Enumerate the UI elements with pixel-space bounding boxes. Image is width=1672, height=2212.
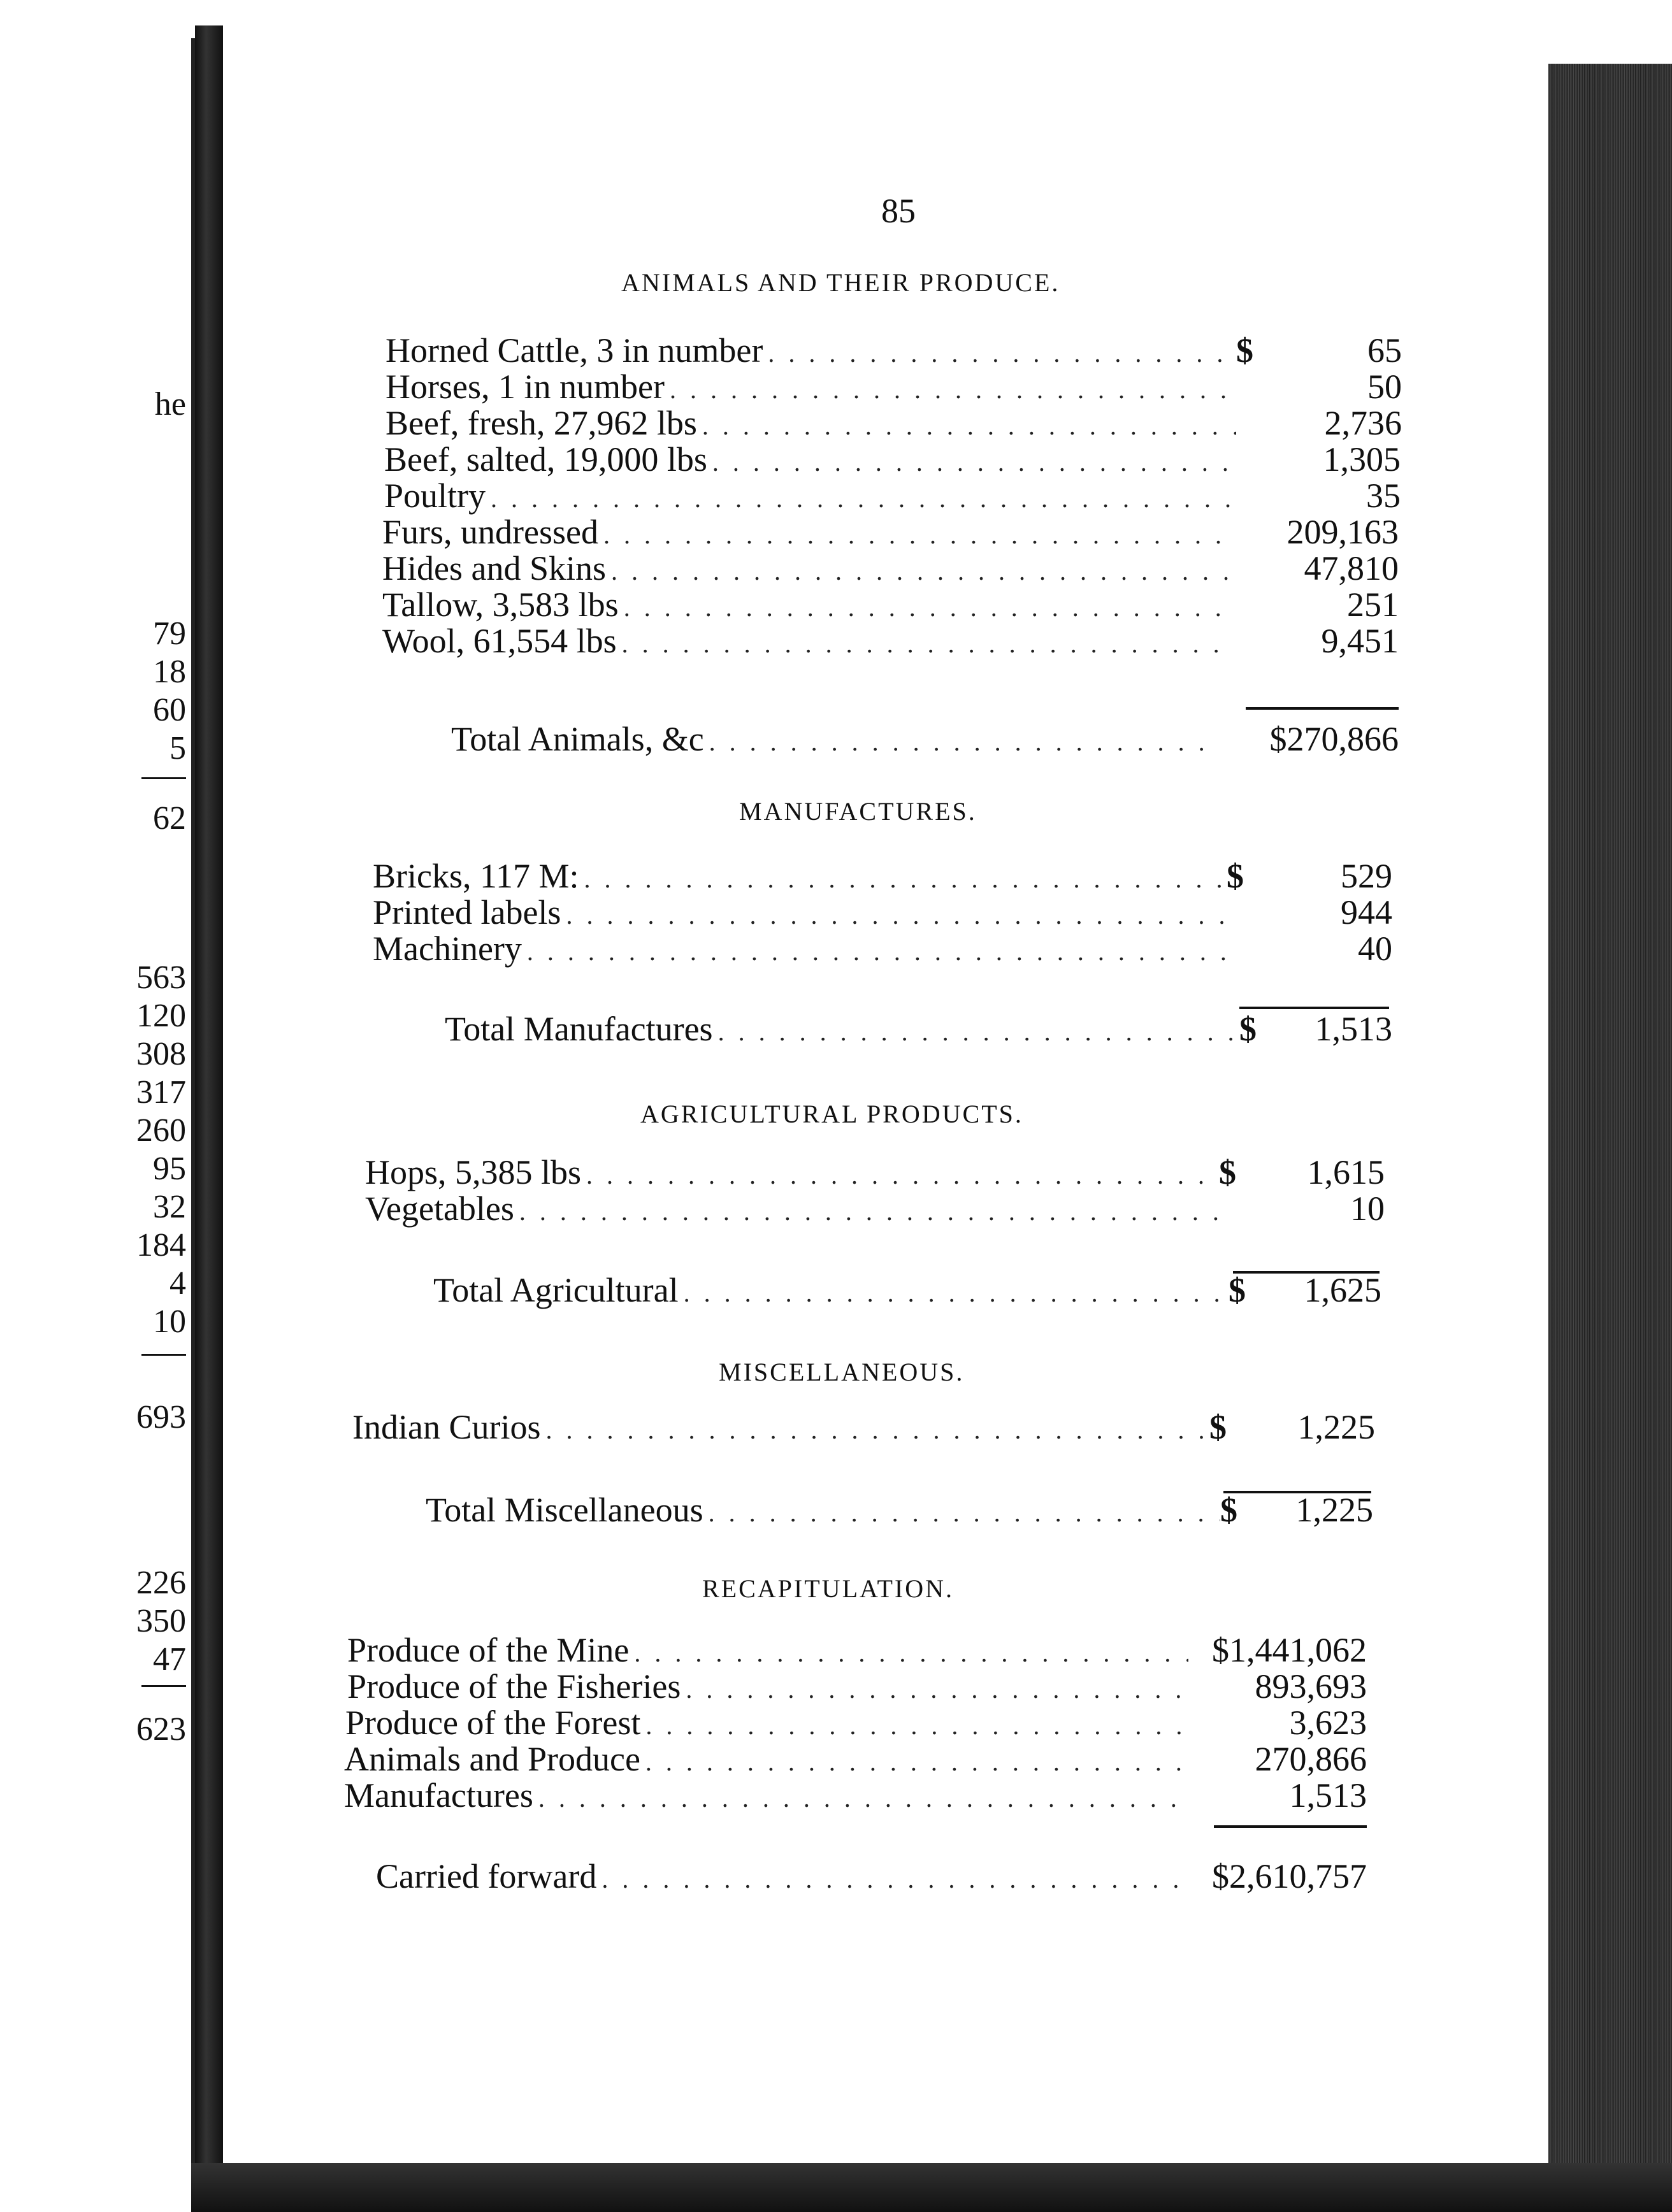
- ledger-row: [373, 893, 1392, 931]
- row-label: Wool, 61,554 lbs: [382, 622, 617, 660]
- ledger-row: [347, 1631, 1367, 1669]
- total-row: [376, 1857, 1367, 1895]
- currency-sign: $: [1220, 1491, 1237, 1529]
- total-label: Total Animals, &c: [451, 720, 704, 758]
- left-page-line: 79: [153, 615, 186, 652]
- total-row: [426, 1491, 1373, 1529]
- book-gutter: [195, 25, 223, 2179]
- dot-leader: [686, 1670, 1188, 1709]
- dot-leader: [611, 552, 1233, 591]
- ledger-row: [382, 513, 1399, 551]
- left-page-line: 60: [153, 692, 186, 728]
- dot-leader: [527, 933, 1227, 971]
- row-label: Hops, 5,385 lbs: [365, 1153, 582, 1191]
- total-amount: 1,625: [1304, 1271, 1381, 1309]
- row-amount: 50: [1367, 368, 1402, 406]
- dot-leader: [566, 896, 1227, 935]
- left-page-line: 5: [169, 730, 186, 766]
- total-row: [451, 720, 1399, 758]
- dot-leader: [519, 1193, 1219, 1231]
- ledger-row: [382, 549, 1399, 587]
- dot-leader: [718, 1013, 1239, 1051]
- row-label: Furs, undressed: [382, 513, 598, 551]
- currency-sign: $: [1227, 857, 1244, 895]
- dot-leader: [670, 371, 1236, 409]
- ledger-row: [384, 477, 1401, 515]
- section-heading: MISCELLANEOUS.: [719, 1358, 965, 1386]
- row-amount: 1,305: [1323, 440, 1401, 478]
- ledger-row: [373, 857, 1392, 895]
- row-label: Tallow, 3,583 lbs: [382, 585, 619, 624]
- total-label: Total Agricultural: [433, 1271, 679, 1309]
- row-label: Produce of the Fisheries: [347, 1667, 681, 1706]
- row-label: Poultry: [384, 477, 486, 515]
- row-label: Beef, salted, 19,000 lbs: [384, 440, 707, 478]
- currency-sign: $: [1229, 1271, 1246, 1309]
- total-row: [433, 1271, 1381, 1309]
- page-number: 85: [881, 192, 916, 230]
- book-bottom-edge: [191, 2163, 1672, 2212]
- left-page-line: 62: [153, 800, 186, 837]
- previous-page-fragment: [0, 38, 195, 2166]
- row-amount: 251: [1347, 585, 1399, 624]
- row-amount: 944: [1341, 893, 1392, 931]
- left-page-line: 350: [136, 1603, 186, 1639]
- row-amount: 40: [1358, 930, 1392, 968]
- ledger-row: [382, 585, 1399, 624]
- dot-leader: [768, 334, 1236, 373]
- left-page-line: 184: [136, 1227, 186, 1263]
- row-amount: 529: [1341, 857, 1392, 895]
- left-page-line: 4: [169, 1265, 186, 1302]
- section-heading: MANUFACTURES.: [739, 797, 977, 826]
- total-amount: $2,610,757: [1212, 1857, 1367, 1895]
- dot-leader: [602, 1860, 1188, 1899]
- total-rule: [1239, 1007, 1389, 1009]
- ledger-row: [344, 1740, 1367, 1778]
- currency-sign: $: [1236, 331, 1253, 370]
- dot-leader: [684, 1274, 1229, 1312]
- dot-leader: [645, 1743, 1188, 1781]
- row-amount: 9,451: [1321, 622, 1399, 660]
- row-label: Vegetables: [365, 1189, 514, 1228]
- ledger-row: [386, 331, 1402, 370]
- currency-sign: $: [1239, 1010, 1257, 1048]
- row-amount: 47,810: [1304, 549, 1399, 587]
- dot-leader: [645, 1707, 1188, 1745]
- row-amount: 893,693: [1255, 1667, 1367, 1706]
- left-page-line: 47: [153, 1641, 186, 1677]
- left-page-line: he: [154, 386, 186, 422]
- row-amount: 270,866: [1255, 1740, 1367, 1778]
- total-label: Carried forward: [376, 1857, 597, 1895]
- row-amount: 35: [1366, 477, 1401, 515]
- row-label: Machinery: [373, 930, 522, 968]
- row-label: Bricks, 117 M:: [373, 857, 579, 895]
- ledger-row: [373, 930, 1392, 968]
- left-page-line: 260: [136, 1112, 186, 1149]
- dot-leader: [538, 1779, 1188, 1818]
- ledger-row: [365, 1189, 1385, 1228]
- left-page-line: 32: [153, 1189, 186, 1225]
- left-page-line: 226: [136, 1565, 186, 1601]
- row-amount: 1,225: [1297, 1408, 1375, 1446]
- row-label: Beef, fresh, 27,962 lbs: [386, 404, 697, 442]
- left-page-line: 563: [136, 959, 186, 996]
- total-rule: [1246, 707, 1399, 710]
- currency-sign: $: [1209, 1408, 1227, 1446]
- left-page-line: 95: [153, 1151, 186, 1187]
- ledger-row: [345, 1704, 1367, 1742]
- dot-leader: [712, 443, 1235, 482]
- row-amount: $1,441,062: [1212, 1631, 1367, 1669]
- row-label: Printed labels: [373, 893, 561, 931]
- section-heading: AGRICULTURAL PRODUCTS.: [640, 1100, 1023, 1128]
- row-label: Hides and Skins: [382, 549, 606, 587]
- ledger-row: [384, 440, 1401, 478]
- row-amount: 1,513: [1289, 1776, 1367, 1814]
- row-amount: 209,163: [1286, 513, 1399, 551]
- row-amount: 2,736: [1324, 404, 1402, 442]
- dot-leader: [709, 1494, 1220, 1532]
- left-page-line: 18: [153, 654, 186, 690]
- ledger-row: [365, 1153, 1385, 1191]
- ledger-row: [344, 1776, 1367, 1814]
- total-rule: [1214, 1825, 1367, 1828]
- left-page-rule: [141, 777, 186, 779]
- currency-sign: $: [1219, 1153, 1236, 1191]
- total-row: [445, 1010, 1392, 1048]
- row-amount: 1,615: [1307, 1153, 1385, 1191]
- dot-leader: [622, 625, 1233, 663]
- row-label: Produce of the Mine: [347, 1631, 630, 1669]
- dot-leader: [634, 1634, 1188, 1672]
- ledger-row: [347, 1667, 1367, 1706]
- ledger-row: [352, 1408, 1375, 1446]
- row-label: Produce of the Forest: [345, 1704, 641, 1742]
- row-label: Horned Cattle, 3 in number: [386, 331, 763, 370]
- ledger-row: [382, 622, 1399, 660]
- left-page-line: 120: [136, 998, 186, 1034]
- row-amount: 10: [1350, 1189, 1385, 1228]
- total-label: Total Miscellaneous: [426, 1491, 703, 1529]
- dot-leader: [603, 516, 1233, 554]
- left-page-line: 623: [136, 1711, 186, 1748]
- left-page-rule: [141, 1354, 186, 1356]
- left-page-line: 693: [136, 1399, 186, 1435]
- left-page-line: 10: [153, 1304, 186, 1340]
- page-edges: [1548, 64, 1672, 2185]
- dot-leader: [702, 407, 1236, 445]
- left-page-line: 317: [136, 1074, 186, 1110]
- left-page-line: 308: [136, 1036, 186, 1072]
- dot-leader: [545, 1411, 1209, 1449]
- row-label: Animals and Produce: [344, 1740, 640, 1778]
- total-amount: 1,513: [1315, 1010, 1392, 1048]
- ledger-row: [386, 368, 1402, 406]
- dot-leader: [709, 723, 1214, 761]
- row-label: Horses, 1 in number: [386, 368, 665, 406]
- section-heading: RECAPITULATION.: [702, 1574, 954, 1603]
- row-amount: 3,623: [1289, 1704, 1367, 1742]
- dot-leader: [584, 860, 1227, 898]
- left-page-rule: [141, 1685, 186, 1687]
- total-amount: 1,225: [1295, 1491, 1373, 1529]
- total-amount: $270,866: [1269, 720, 1399, 758]
- row-label: Indian Curios: [352, 1408, 541, 1446]
- dot-leader: [624, 589, 1233, 627]
- dot-leader: [586, 1156, 1219, 1195]
- dot-leader: [491, 480, 1235, 518]
- section-heading: ANIMALS AND THEIR PRODUCE.: [621, 268, 1060, 297]
- ledger-row: [386, 404, 1402, 442]
- row-amount: 65: [1367, 331, 1402, 370]
- row-label: Manufactures: [344, 1776, 533, 1814]
- total-label: Total Manufactures: [445, 1010, 713, 1048]
